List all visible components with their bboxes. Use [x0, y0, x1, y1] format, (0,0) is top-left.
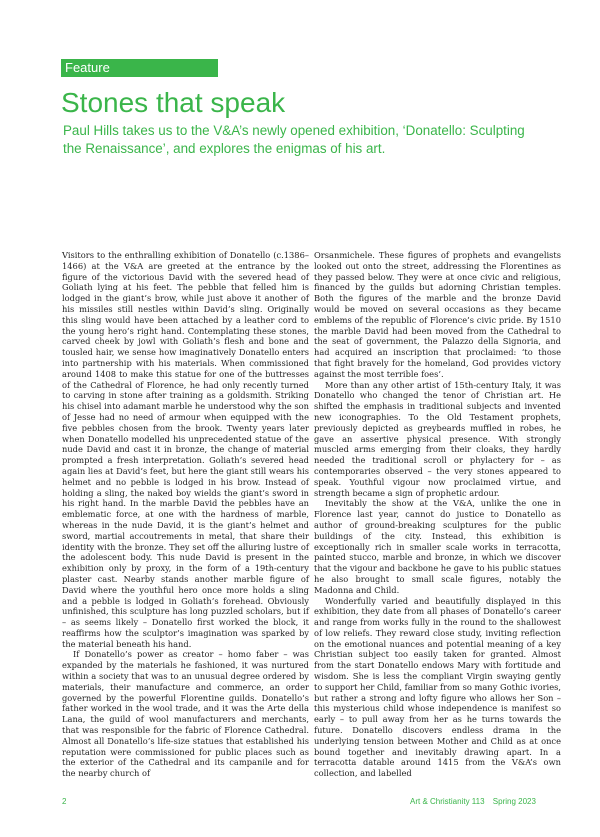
body-paragraph: Wonderfully varied and beautifully displayed in this exhibition, they date from all phases of Donatello’s career and range from works fully in the round to the shallowest of low reliefs. They reward close study, inviting reflection on the emotional nuances and potential meaning of a key Christian subject too easily taken for granted. Almost from the start Donatello endows Mary with fortitude and wisdom. She is less the compliant Virgin swaying gently to support her Child, familiar from so many Gothic ivories, but rather a strong and lofty figure who allows her Son – this mysterious child whose independence is manifest so early – to pull away from her as he turns towards the future. Donatello discovers endless drama in the underlying tension between Mother and Child as at once bound together and inevitably drawing apart. In a terracotta datable around 1415 from the V&A’s own collection, and labelled: [314, 595, 561, 779]
body-paragraph: If Donatello’s power as creator – homo faber – was expanded by the materials he fashioned, it was nurtured within a society that was to an unusual degree ordered by materials, their manufacture and commerce, an order governed by the powerful Florentine guilds. Donatello’s father worked in the wool trade, and it was the Arte della Lana, the guild of wool manufacturers and merchants, that was responsible for the fabric of Florence Cathedral. Almost all Donatello’s life-size statues that established his reputation were commissioned for public places such as the exterior of the Cathedral and its campanile and for the nearby church of: [62, 649, 309, 779]
body-column-left: [62, 250, 309, 779]
body-column-right: [314, 250, 561, 779]
article-title: Stones that speak: [61, 87, 286, 118]
article-standfirst: Paul Hills takes us to the V&A’s newly opened exhibition, ‘Donatello: Sculpting the Renaissance’, and explores the enigmas of his art.: [63, 123, 525, 156]
body-paragraph: Visitors to the enthralling exhibition of Donatello (c.1386–1466) at the V&A are greeted at the entrance by the figure of the victorious David with the severed head of Goliath lying at his feet. The pebble that felled him is lodged in the giant’s brow, while just above it another of his missiles still nestles within David’s sling. Originally this sling would have been attached by a leather cord to the young hero’s right hand. Contemplating these stones, carved cheek by jowl with Goliath’s flesh and bone and tousled hair, we sense how imaginatively Donatello enters into partnership with his materials. When commissioned around 1408 to make this statue for one of the buttresses of the Cathedral of Florence, he had only recently turned to carving in stone after training as a goldsmith. Striking his chisel into adamant marble he understood why the son of Jesse had no need of armour when equipped with the five pebbles chosen from the brook. Twenty years later when Donatello modelled his unprecedented statue of the nude David and cast it in bronze, the change of material prompted a fresh interpretation. Goliath’s severed head again lies at David’s feet, but here the giant still wears his helmet and no pebble is lodged in his brow. Instead of holding a sling, the naked boy wields the giant’s sword in his right hand. In the marble David the pebbles have an emblematic force, at one with the hardness of marble, whereas in the nude David, it is the giant’s helmet and sword, martial accoutrements in metal, that share their identity with the bronze. They set off the alluring lustre of the adolescent body. This nude David is present in the exhibition only by proxy, in the form of a 19th-century plaster cast. Nearby stands another marble figure of David where the youthful hero once more holds a sling and a pebble is lodged in Goliath’s forehead. Obviously unfinished, this sculpture has long puzzled scholars, but if – as seems likely – Donatello first worked the block, it reaffirms how the sculptor’s imagination was sparked by the material beneath his hand.: [62, 250, 309, 649]
body-paragraph: Inevitably the show at the V&A, unlike the one in Florence last year, cannot do justice to Donatello as author of ground-breaking sculptures for the public buildings of the city. Instead, this exhibition is exceptionally rich in smaller scale works in terracotta, painted stucco, marble and bronze, in which we discover that the vigour and backbone he gave to his public statues he also brought to small scale figures, notably the Madonna and Child.: [314, 498, 561, 595]
page-number: 2: [62, 797, 67, 806]
body-paragraph: More than any other artist of 15th-century Italy, it was Donatello who changed the tenor of Christian art. He shifted the emphasis in traditional subjects and invented new iconographies. To the Old Testament prophets, previously depicted as greybeards muffled in robes, he gave an assertive physical presence. With strongly muscled arms emerging from their cloaks, they hardly needed the traditional scroll or phylactery for – as contemporaries observed – the very stones appeared to speak. Youthful vigour now proclaimed virtue, and strength became a sign of prophetic ardour.: [314, 379, 561, 498]
issue-season: Spring 2023: [492, 797, 536, 806]
footer-publication-info: [410, 797, 542, 807]
publication-name: Art & Christianity 113: [410, 797, 485, 806]
section-label: Feature: [61, 59, 218, 77]
body-paragraph: Orsanmichele. These figures of prophets and evangelists looked out onto the street, addressing the Florentines as they passed below. They were at once civic and religious, financed by the guilds but adorning Christian temples. Both the figures of the marble and the bronze David would be moved on several occasions as they became emblems of the republic of Florence’s civic pride. By 1510 the marble David had been moved from the Cathedral to the seat of government, the Palazzo della Signoria, and had acquired an inscription that proclaimed: ‘to those that fight bravely for the homeland, God provides victory against the most terrible foes’.: [314, 250, 561, 379]
